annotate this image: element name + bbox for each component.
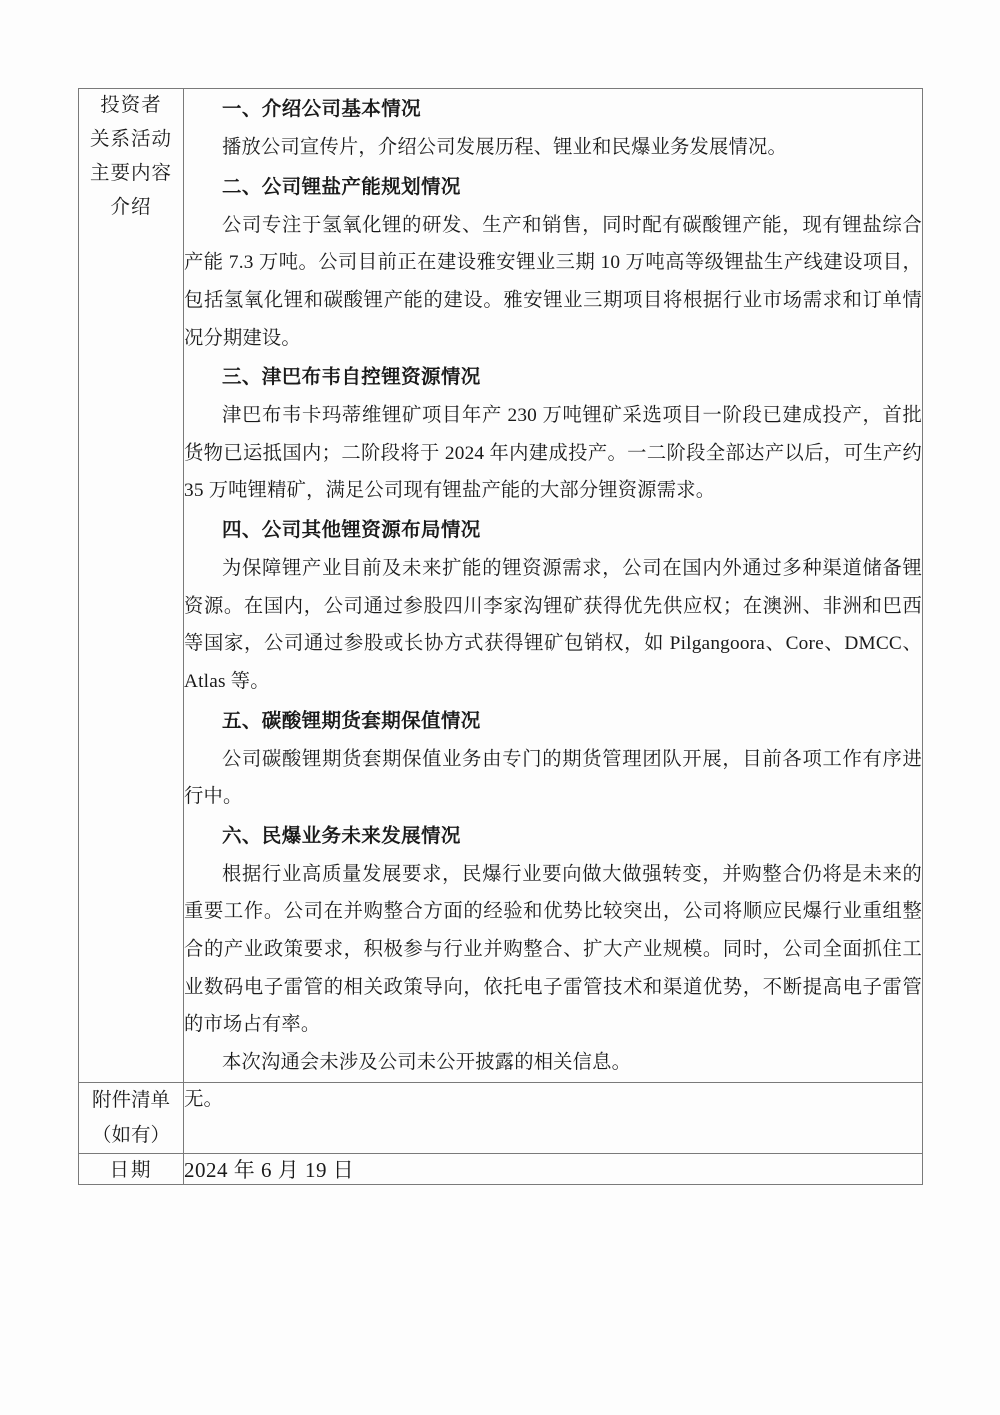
attachment-label-line-2: （如有） (91, 1124, 170, 1146)
main-row-label-line-1: 投资者 (100, 95, 162, 116)
attachment-row (79, 1082, 923, 1153)
section-title-3: 三、津巴布韦自控锂资源情况 (222, 367, 481, 389)
section-4-paragraph-1: 为保障锂产业目前及未来扩能的锂资源需求，公司在国内外通过多种渠道储备锂资源。在国内，公司通过参股四川李家沟锂矿获得优先供应权；在澳洲、非洲和巴西等国家，公司通过参股或长协方式获得锂矿包销权，如 Pilgangoora、Core、DMCC、Atlas 等。 (184, 558, 922, 692)
attachment-label (79, 1082, 184, 1153)
section-2-paragraph-1: 公司专注于氢氧化锂的研发、生产和销售，同时配有碳酸锂产能，现有锂盐综合产能 7.3 万吨。公司目前正在建设雅安锂业三期 10 万吨高等级锂盐生产线建设项目，包括氢氧化锂和碳酸锂产能的建设。雅安锂业三期项目将根据行业市场需求和订单情况分期建设。 (184, 214, 922, 349)
section-title-6: 六、民爆业务未来发展情况 (222, 825, 461, 847)
date-label: 日期 (79, 1153, 184, 1184)
section-6-paragraph-1: 根据行业高质量发展要求，民爆行业要向做大做强转变，并购整合仍将是未来的重要工作。公司在并购整合方面的经验和优势比较突出，公司将顺应民爆行业重组整合的产业政策要求，积极参与行业并购整合、扩大产业规模。同时，公司全面抓住工业数码电子雷管的相关政策导向，依托电子雷管技术和渠道优势，不断提高电子雷管的市场占有率。 (184, 863, 922, 1036)
main-row-label (79, 89, 184, 1083)
main-row-label-line-2: 关系活动 (89, 129, 172, 151)
section-5-paragraph-1: 公司碳酸锂期货套期保值业务由专门的期货管理团队开展，目前各项工作有序进行中。 (184, 748, 922, 808)
investor-relations-table (78, 88, 923, 1185)
main-row-label-line-4: 介绍 (110, 197, 152, 219)
date-value: 2024 年 6 月 19 日 (184, 1153, 923, 1184)
attachment-value: 无。 (184, 1082, 923, 1153)
section-6-paragraph-2: 本次沟通会未涉及公司未公开披露的相关信息。 (222, 1051, 632, 1073)
attachment-label-line-1: 附件清单 (91, 1089, 170, 1111)
date-row (79, 1153, 923, 1184)
section-title-4: 四、公司其他锂资源布局情况 (222, 520, 481, 542)
section-1-paragraph-1: 播放公司宣传片，介绍公司发展历程、锂业和民爆业务发展情况。 (222, 137, 787, 159)
main-row-label-line-3: 主要内容 (89, 163, 172, 185)
section-title-1: 一、介绍公司基本情况 (222, 99, 422, 120)
main-content-row (79, 89, 923, 1083)
section-title-5: 五、碳酸锂期货套期保值情况 (222, 710, 481, 732)
main-row-content (184, 89, 923, 1083)
section-3-paragraph-1: 津巴布韦卡玛蒂维锂矿项目年产 230 万吨锂矿采选项目一阶段已建成投产，首批货物已运抵国内；二阶段将于 2024 年内建成投产。一二阶段全部达产以后，可生产约 35 万吨锂精矿，满足公司现有锂盐产能的大部分锂资源需求。 (184, 405, 922, 502)
section-title-2: 二、公司锂盐产能规划情况 (222, 176, 461, 198)
